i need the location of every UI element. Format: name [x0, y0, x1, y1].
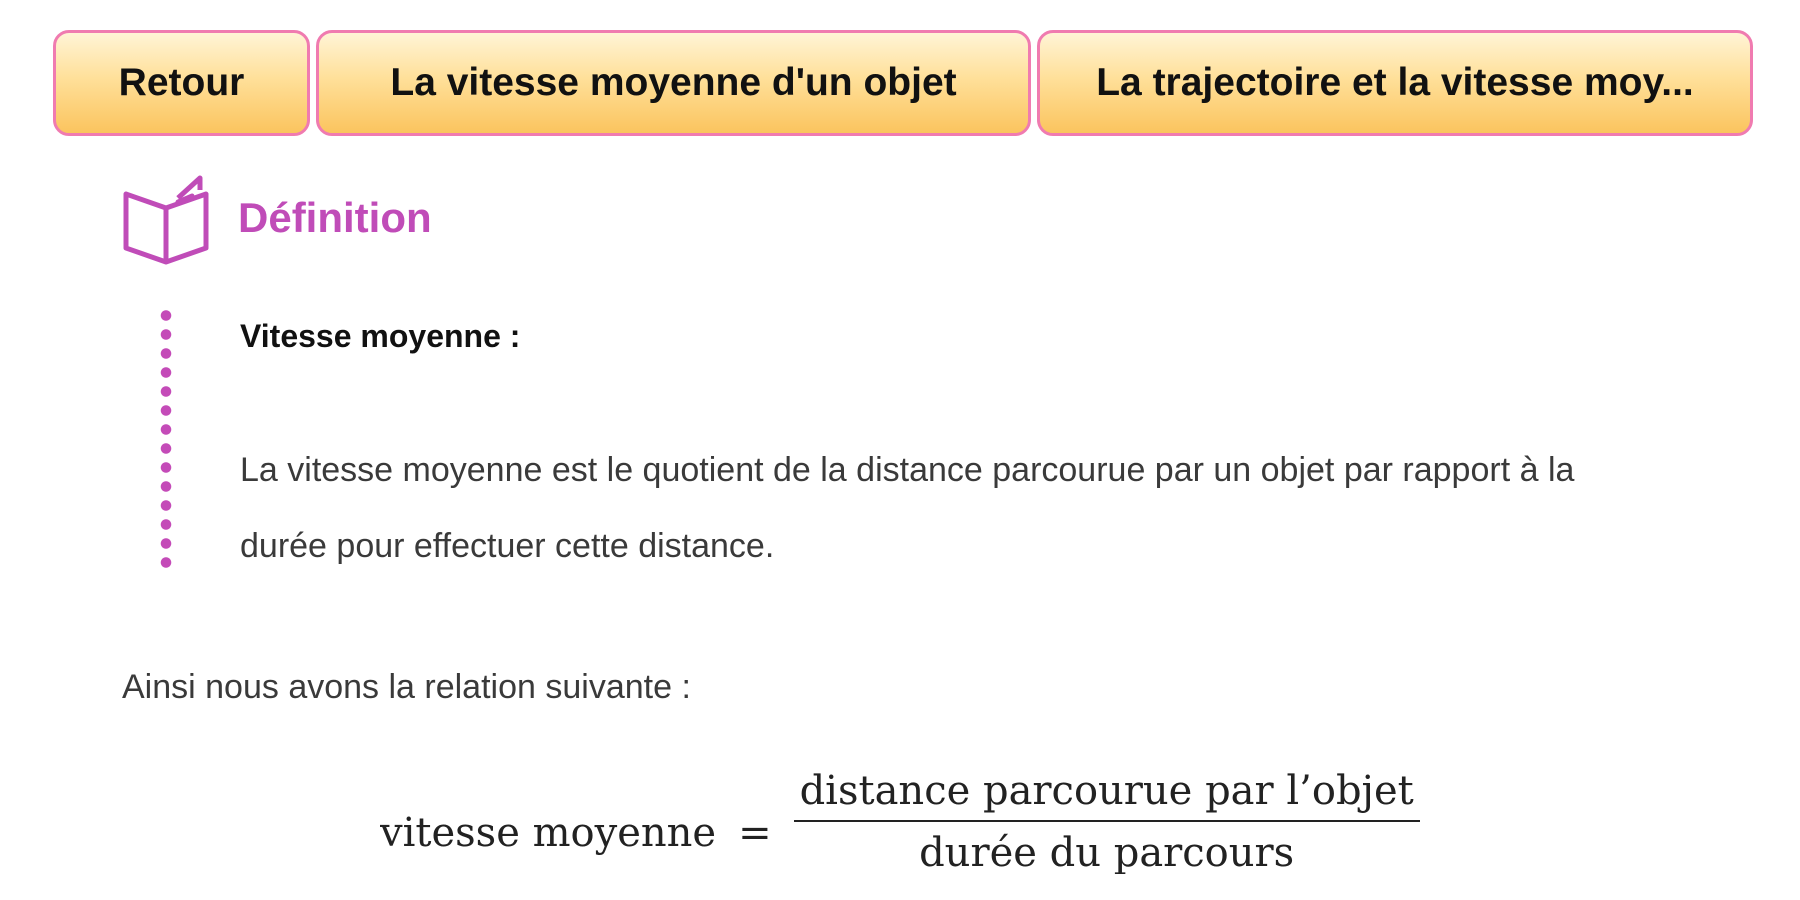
- next-lesson-button[interactable]: [1037, 30, 1753, 136]
- back-button[interactable]: [53, 30, 310, 136]
- speed-formula: [380, 768, 1420, 874]
- open-book-icon: [120, 168, 212, 268]
- dotted-divider: [160, 306, 172, 568]
- next-lesson-label: La trajectoire et la vitesse moy...: [1096, 61, 1694, 104]
- previous-lesson-button[interactable]: [316, 30, 1031, 136]
- definition-header: [120, 168, 432, 268]
- definition-term: Vitesse moyenne :: [240, 318, 521, 354]
- formula-fraction: [794, 768, 1420, 874]
- formula-denominator: durée du parcours: [919, 830, 1295, 874]
- relation-intro: Ainsi nous avons la relation suivante :: [122, 668, 691, 706]
- back-button-label: Retour: [118, 61, 245, 104]
- definition-heading: Définition: [238, 194, 432, 241]
- formula-equals: =: [738, 810, 772, 856]
- definition-text: La vitesse moyenne est le quotient de la distance parcourue par un objet par rapport à la durée pour effectuer cette distance.: [240, 451, 1575, 565]
- previous-lesson-label: La vitesse moyenne d'un objet: [390, 61, 957, 104]
- formula-numerator: distance parcourue par l’objet: [799, 768, 1414, 814]
- definition-block: [160, 302, 1660, 572]
- formula-lhs: vitesse moyenne: [380, 810, 717, 856]
- navigation-bar: [53, 30, 1753, 136]
